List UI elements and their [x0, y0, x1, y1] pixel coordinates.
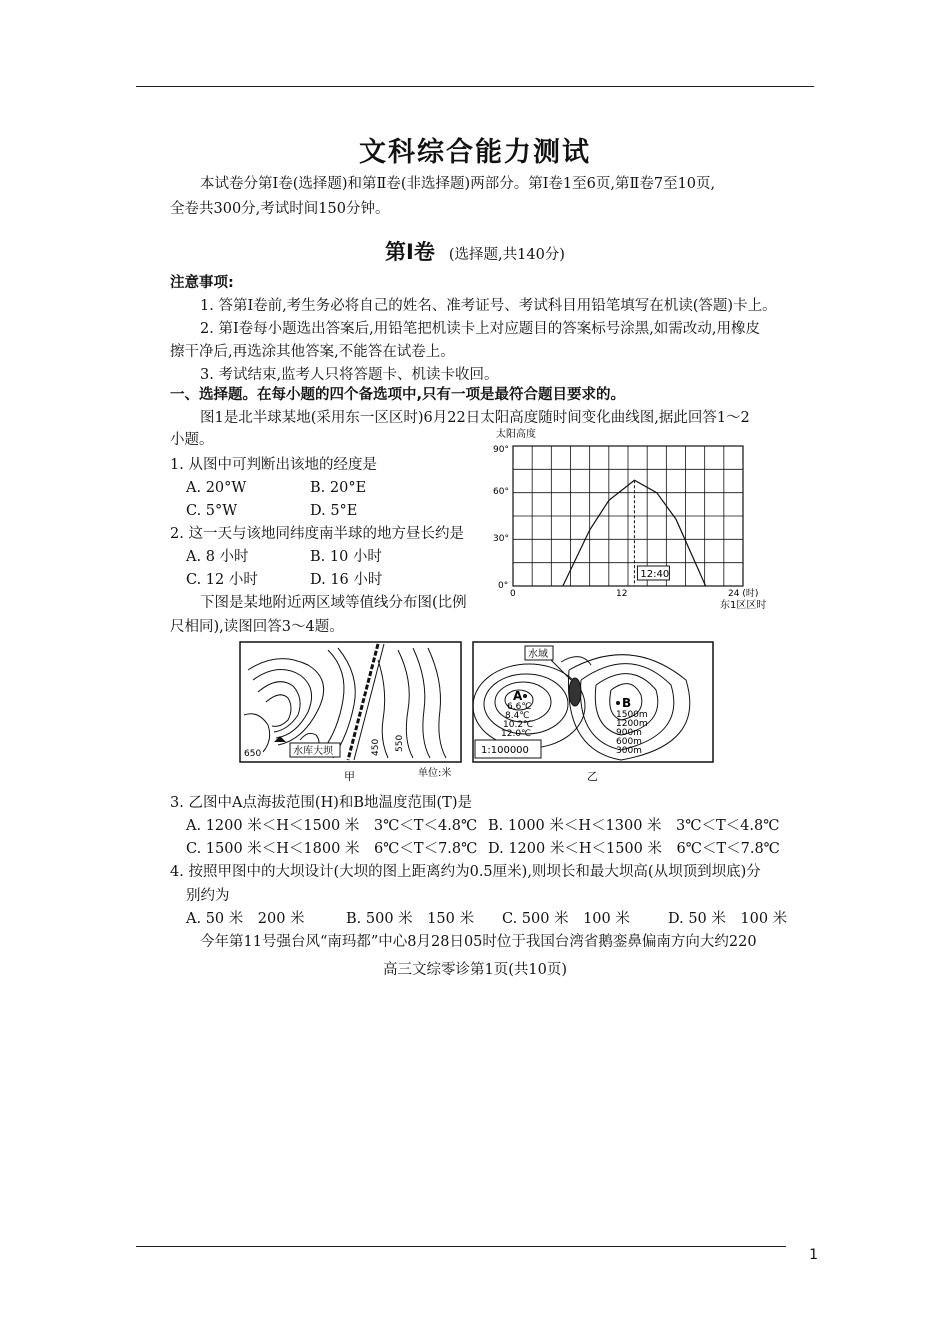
part1-heading: 一、选择题。在每小题的四个备选项中,只有一项是最符合题目要求的。 — [170, 387, 626, 403]
y-tick-90: 90° — [493, 445, 509, 455]
unit-label: 单位:米 — [418, 768, 452, 779]
q1-option-a: A. 20°W — [186, 480, 247, 496]
section-title: 第Ⅰ卷 — [385, 240, 435, 264]
intro-line-1: 本试卷分第Ⅰ卷(选择题)和第Ⅱ卷(非选择题)两部分。第Ⅰ卷1至6页,第Ⅱ卷7至10页, — [200, 176, 716, 192]
solar-altitude-chart — [488, 424, 788, 614]
chart-grid — [513, 446, 743, 586]
q2-option-a: A. 8 小时 — [186, 549, 249, 565]
page-footer: 高三文综零诊第1页(共10页) — [383, 962, 567, 978]
page-title: 文科综合能力测试 — [359, 137, 591, 168]
notice-heading: 注意事项: — [170, 275, 234, 291]
fig1-intro-line-2: 小题。 — [170, 432, 214, 448]
q1-stem: 1. 从图中可判断出该地的经度是 — [170, 457, 377, 473]
map-frame — [240, 642, 461, 762]
point-a-label: A — [513, 689, 523, 703]
q3-option-a: A. 1200 米＜H＜1500 米 3℃＜T＜4.8℃ — [186, 818, 478, 834]
contour-450: 450 — [371, 738, 381, 756]
bottom-rule — [136, 1246, 786, 1247]
q2-option-d: D. 16 小时 — [310, 572, 383, 588]
contour-650: 650 — [244, 749, 262, 759]
q3-option-b: B. 1000 米＜H＜1300 米 3℃＜T＜4.8℃ — [488, 818, 780, 834]
q1-option-d: D. 5°E — [310, 503, 358, 519]
height-label-3: 900m — [616, 728, 642, 738]
q2-stem: 2. 这一天与该地同纬度南半球的地方昼长约是 — [170, 526, 464, 542]
contour-lines — [244, 648, 446, 758]
q4-option-b: B. 500 米 150 米 — [346, 911, 474, 927]
notice-item-3: 3. 考试结束,监考人只将答题卡、机读卡收回。 — [200, 367, 499, 383]
contour-550: 550 — [395, 734, 405, 752]
water-body — [569, 678, 581, 706]
height-label-5: 300m — [616, 746, 642, 756]
q4-option-c: C. 500 米 100 米 — [502, 911, 630, 927]
q4-stem-1: 4. 按照甲图中的大坝设计(大坝的图上距离约为0.5厘米),则坝长和最大坝高(从坝顶到坝底)分 — [170, 864, 761, 880]
section-subtitle: (选择题,共140分) — [448, 247, 565, 263]
notice-item-2-cont: 擦干净后,再选涂其他答案,不能答在试卷上。 — [170, 344, 455, 360]
temp-label-2: 8.4℃ — [505, 711, 530, 721]
notice-item-2: 2. 第Ⅰ卷每小题选出答案后,用铅笔把机读卡上对应题目的答案标号涂黑,如需改动,用橡皮 — [200, 321, 760, 337]
q1-option-c: C. 5°W — [186, 503, 238, 519]
q4-stem-2: 别约为 — [186, 888, 230, 904]
y-tick-30: 30° — [493, 534, 509, 544]
point-a-marker — [523, 694, 527, 698]
height-label-4: 600m — [616, 737, 642, 747]
y-tick-0: 0° — [498, 581, 509, 591]
page-number: 1 — [809, 1247, 818, 1263]
time-annotation: 12:40 — [640, 569, 670, 580]
intro-line-2: 全卷共300分,考试时间150分钟。 — [170, 201, 390, 217]
q1-option-b: B. 20°E — [310, 480, 367, 496]
water-label: 水域 — [528, 649, 548, 660]
q2-option-b: B. 10 小时 — [310, 549, 382, 565]
y-axis-label: 太阳高度 — [496, 429, 536, 440]
fig1-intro-line-1: 图1是北半球某地(采用东一区区时)6月22日太阳高度随时间变化曲线图,据此回答1～2 — [200, 410, 750, 426]
q3-stem: 3. 乙图中A点海拔范围(H)和B地温度范围(T)是 — [170, 795, 473, 811]
q2-option-c: C. 12 小时 — [186, 572, 258, 588]
contour-map-jia — [238, 640, 463, 785]
caption-yi: 乙 — [587, 770, 598, 783]
point-b-marker — [616, 701, 620, 705]
top-rule — [136, 86, 814, 87]
dam-marker — [274, 736, 286, 742]
temp-label-1: 6.6℃ — [507, 702, 532, 712]
q3-option-d: D. 1200 米＜H＜1500 米 6℃＜T＜7.8℃ — [488, 841, 780, 857]
scale-label: 1:100000 — [481, 745, 529, 756]
dam-label: 水库大坝 — [293, 746, 333, 757]
typhoon-line: 今年第11号强台风“南玛都”中心8月28日05时位于我国台湾省鹅銮鼻偏南方向大约220 — [200, 934, 757, 950]
x-tick-12: 12 — [616, 589, 628, 599]
q4-option-d: D. 50 米 100 米 — [668, 911, 788, 927]
height-label-2: 1200m — [616, 719, 648, 729]
height-label-1: 1500m — [616, 710, 648, 720]
q4-option-a: A. 50 米 200 米 — [186, 911, 305, 927]
y-tick-60: 60° — [493, 487, 509, 497]
point-b-label: B — [622, 696, 632, 710]
notice-item-1: 1. 答第Ⅰ卷前,考生务必将自己的姓名、准考证号、考试科目用铅笔填写在机读(答题)卡上。 — [200, 298, 777, 314]
fig2-intro-line-2: 尺相同),读图回答3～4题。 — [170, 619, 344, 635]
water-leader — [549, 658, 571, 680]
q3-option-c: C. 1500 米＜H＜1800 米 6℃＜T＜7.8℃ — [186, 841, 478, 857]
x-tick-0: 0 — [510, 589, 516, 599]
fig2-intro-line-1: 下图是某地附近两区域等值线分布图(比例 — [200, 595, 467, 611]
caption-jia: 甲 — [344, 770, 355, 783]
contour-map-yi — [471, 640, 716, 785]
section-heading — [0, 236, 950, 266]
x-tick-24: 24 (时) — [728, 589, 759, 599]
temp-label-3: 10.2℃ — [503, 720, 534, 730]
x-axis-label: 东1区区时 — [720, 600, 767, 611]
temp-label-4: 12.0℃ — [501, 729, 532, 739]
